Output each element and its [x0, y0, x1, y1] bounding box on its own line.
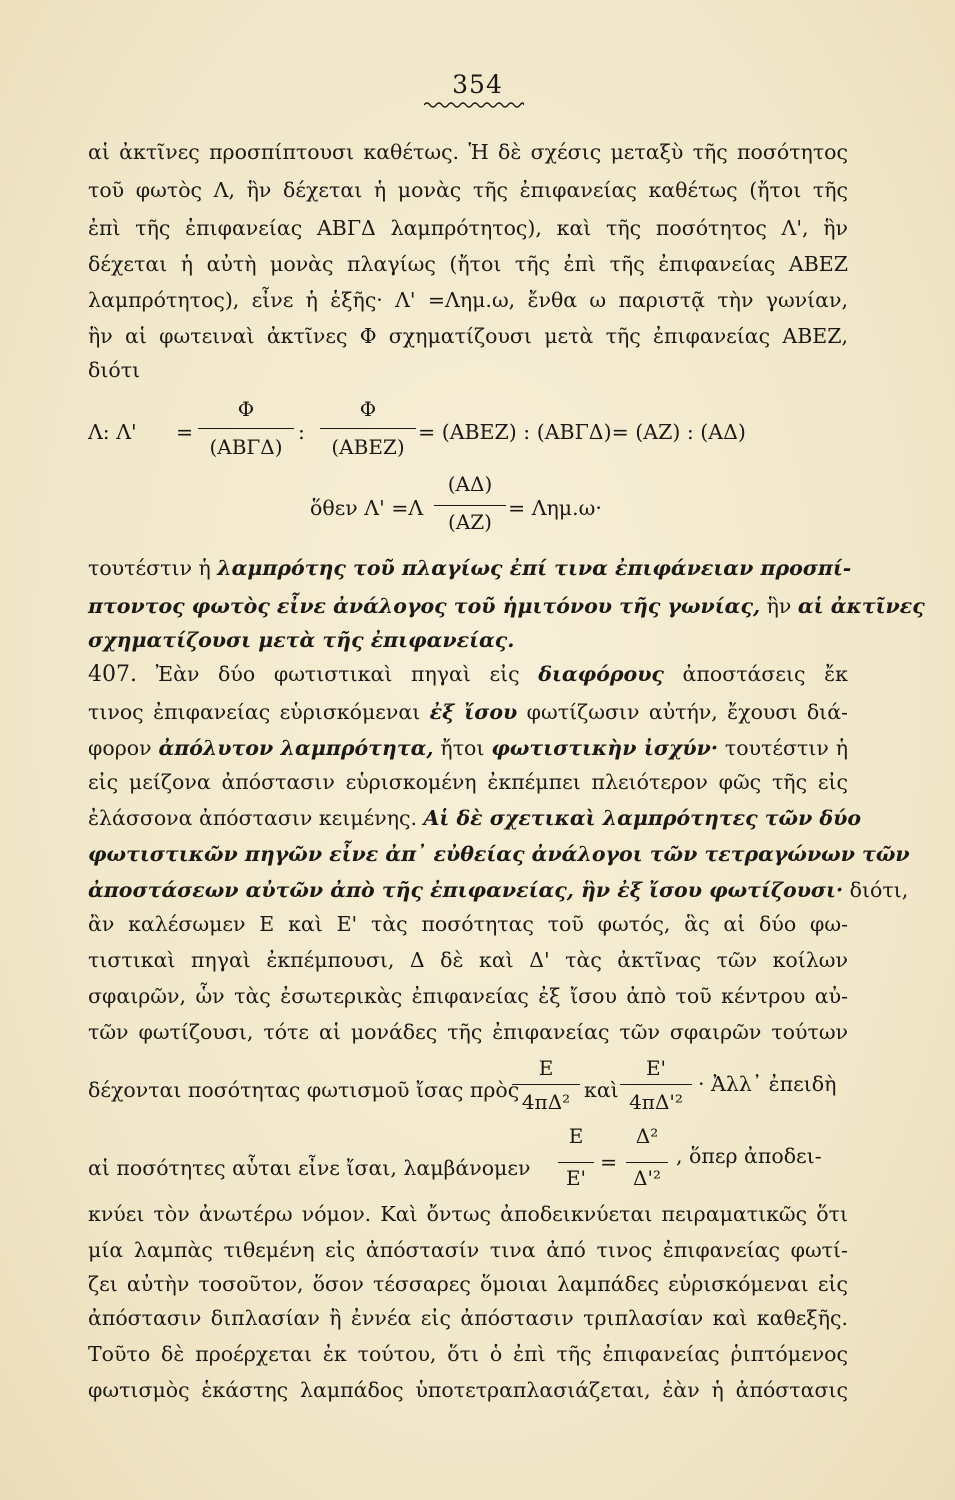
fraction-bar	[626, 1162, 668, 1163]
eq2-lhs: ὅθεν Λ' =Λ	[310, 496, 424, 520]
text-line: αἱ ἀκτῖνες προσπίπτουσι καθέτως. Ἡ δὲ σχέσις μεταξὺ τῆς ποσότητος	[88, 140, 848, 164]
text-line: τοῦ φωτὸς Λ, ἣν δέχεται ἡ μονὰς τῆς ἐπιφανείας καθέτως (ἤτοι τῆς	[88, 178, 848, 202]
para-407-line: ἐλάσσονα ἀπόστασιν κειμένης. Αἱ δὲ σχετικαὶ λαμπρότητες τῶν δύο	[88, 806, 862, 830]
para-407-line: τῶν φωτίζουσι, τότε αἱ μονάδες τῆς ἐπιφανείας τῶν σφαιρῶν τούτων	[88, 1020, 848, 1044]
eq3-den1: 4πΔ²	[521, 1090, 571, 1114]
eq1-rhs: = (ΑΒΕΖ) : (ΑΒΓΔ)= (ΑΖ) : (ΑΔ)	[418, 420, 746, 444]
eq4-den2: Δ'²	[633, 1166, 661, 1190]
wavy-ornament	[424, 100, 524, 110]
para-407-line: ἂν καλέσωμεν Ε καὶ Ε' τὰς ποσότητας τοῦ φωτός, ἃς αἱ δύο φω-	[88, 912, 848, 936]
eq1-lhs: Λ: Λ'	[88, 420, 137, 444]
eq3-den2: 4πΔ'²	[629, 1090, 683, 1114]
text-line: ζει αὐτὴν τοσοῦτον, ὅσον τέσσαρες ὅμοιαι λαμπάδες εὑρισκόμεναι εἰς	[88, 1272, 848, 1296]
eq4-pre: αἱ ποσότητες αὗται εἶνε ἴσαι, λαμβάνομεν	[88, 1156, 531, 1180]
para-407-line: ἀποστάσεων αὐτῶν ἀπὸ τῆς ἐπιφανείας, ἣν ἐξ ἴσου φωτίζουσι· διότι,	[88, 878, 909, 902]
law-line-1: τουτέστιν ἡ λαμπρότης τοῦ πλαγίως ἐπί τινα ἐπιφάνειαν προσπί-	[88, 556, 852, 580]
eq3-pre: δέχονται ποσότητας φωτισμοῦ ἴσας πρὸς	[88, 1078, 520, 1102]
para-407-line: εἰς μείζονα ἀπόστασιν εὑρισκομένη ἐκπέμπει πλειότερον φῶς τῆς εἰς	[88, 770, 848, 794]
eq1-num2: Φ	[359, 397, 377, 421]
eq3-mid: καὶ	[584, 1078, 619, 1102]
fraction-bar	[558, 1162, 594, 1163]
eq4-post: , ὅπερ ἀποδει-	[676, 1144, 822, 1168]
eq2-num: (ΑΔ)	[447, 472, 493, 496]
text-line: ἐπὶ τῆς ἐπιφανείας ΑΒΓΔ λαμπρότητος), καὶ τῆς ποσότητος Λ', ἣν	[88, 216, 848, 240]
fraction-bar	[320, 428, 416, 429]
eq4-den1: Ε'	[565, 1166, 587, 1190]
text-line: Τοῦτο δὲ προέρχεται ἐκ τούτου, ὅτι ὁ ἐπὶ τῆς ἐπιφανείας ῥιπτόμενος	[88, 1342, 848, 1366]
para-407-line: σφαιρῶν, ὧν τὰς ἐσωτερικὰς ἐπιφανείας ἐξ ἴσου ἀπὸ τοῦ κέντρου αὐ-	[88, 984, 848, 1008]
text-line: ἣν αἱ φωτειναὶ ἀκτῖνες Φ σχηματίζουσι μετὰ τῆς ἐπιφανείας ΑΒΕΖ,	[88, 324, 848, 348]
text-line: μία λαμπὰς τιθεμένη εἰς ἀπόστασίν τινα ἀπό τινος ἐπιφανείας φωτί-	[88, 1238, 848, 1262]
fraction-bar	[620, 1084, 692, 1085]
text-line: διότι	[88, 358, 141, 382]
para-407-line: τινος ἐπιφανείας εὑρισκόμεναι ἐξ ἴσου φωτίζωσιν αὐτήν, ἔχουσι διά-	[88, 700, 848, 724]
text-line: κνύει τὸν ἀνωτέρω νόμον. Καὶ ὄντως ἀποδεικνύεται πειραματικῶς ὅτι	[88, 1202, 848, 1226]
para-407-line: φορον ἀπόλυτον λαμπρότητα, ἤτοι φωτιστικὴν ἰσχύν· τουτέστιν ἡ	[88, 736, 848, 760]
section-number: 407.	[88, 662, 137, 687]
eq1-num1: Φ	[237, 397, 255, 421]
eq1-equals: =	[176, 420, 194, 444]
fraction-bar	[434, 505, 506, 506]
eq2-rhs: = Λημ.ω·	[508, 496, 602, 520]
text-line: φωτισμὸς ἑκάστης λαμπάδος ὑποτετραπλασιάζεται, ἐὰν ἡ ἀπόστασις	[88, 1378, 848, 1402]
eq4-num1: Ε	[568, 1124, 584, 1148]
eq3-num2: Ε'	[645, 1056, 667, 1080]
eq2-den: (ΑΖ)	[448, 510, 492, 534]
text-line: λαμπρότητος), εἶνε ἡ ἑξῆς· Λ' =Λημ.ω, ἔνθα ω παριστᾷ τὴν γωνίαν,	[88, 288, 848, 312]
eq4-equals: =	[600, 1150, 618, 1174]
para-407-line: 407. Ἐὰν δύο φωτιστικαὶ πηγαὶ εἰς διαφόρους ἀποστάσεις ἔκ	[88, 662, 848, 687]
law-line-2: πτοντος φωτὸς εἶνε ἀνάλογος τοῦ ἡμιτόνου τῆς γωνίας, ἣν αἱ ἀκτῖνες	[88, 594, 925, 618]
eq1-den1: (ΑΒΓΔ)	[209, 435, 283, 459]
text-line: δέχεται ἡ αὐτὴ μονὰς πλαγίως (ἤτοι τῆς ἐπὶ τῆς ἐπιφανείας ΑΒΕΖ	[88, 252, 848, 276]
eq3-num1: Ε	[538, 1056, 554, 1080]
eq1-den2: (ΑΒΕΖ)	[331, 435, 405, 459]
eq3-post: · Ἀλλ᾽ ἐπειδὴ	[698, 1072, 837, 1096]
page-number: 354	[452, 70, 503, 99]
fraction-bar	[512, 1084, 580, 1085]
fraction-bar	[198, 428, 294, 429]
text-line: ἀπόστασιν διπλασίαν ἢ ἐννέα εἰς ἀπόστασιν τριπλασίαν καὶ καθεξῆς.	[88, 1306, 848, 1330]
para-407-line: τιστικαὶ πηγαὶ ἐκπέμπουσι, Δ δὲ καὶ Δ' τὰς ἀκτῖνας τῶν κοίλων	[88, 948, 848, 972]
law-line-3: σχηματίζουσι μετὰ τῆς ἐπιφανείας.	[88, 628, 515, 652]
eq4-num2: Δ²	[635, 1124, 659, 1148]
para-407-line: φωτιστικῶν πηγῶν εἶνε ἀπ᾽ εὐθείας ἀνάλογοι τῶν τετραγώνων τῶν	[88, 842, 910, 866]
eq1-colon: :	[298, 420, 305, 444]
